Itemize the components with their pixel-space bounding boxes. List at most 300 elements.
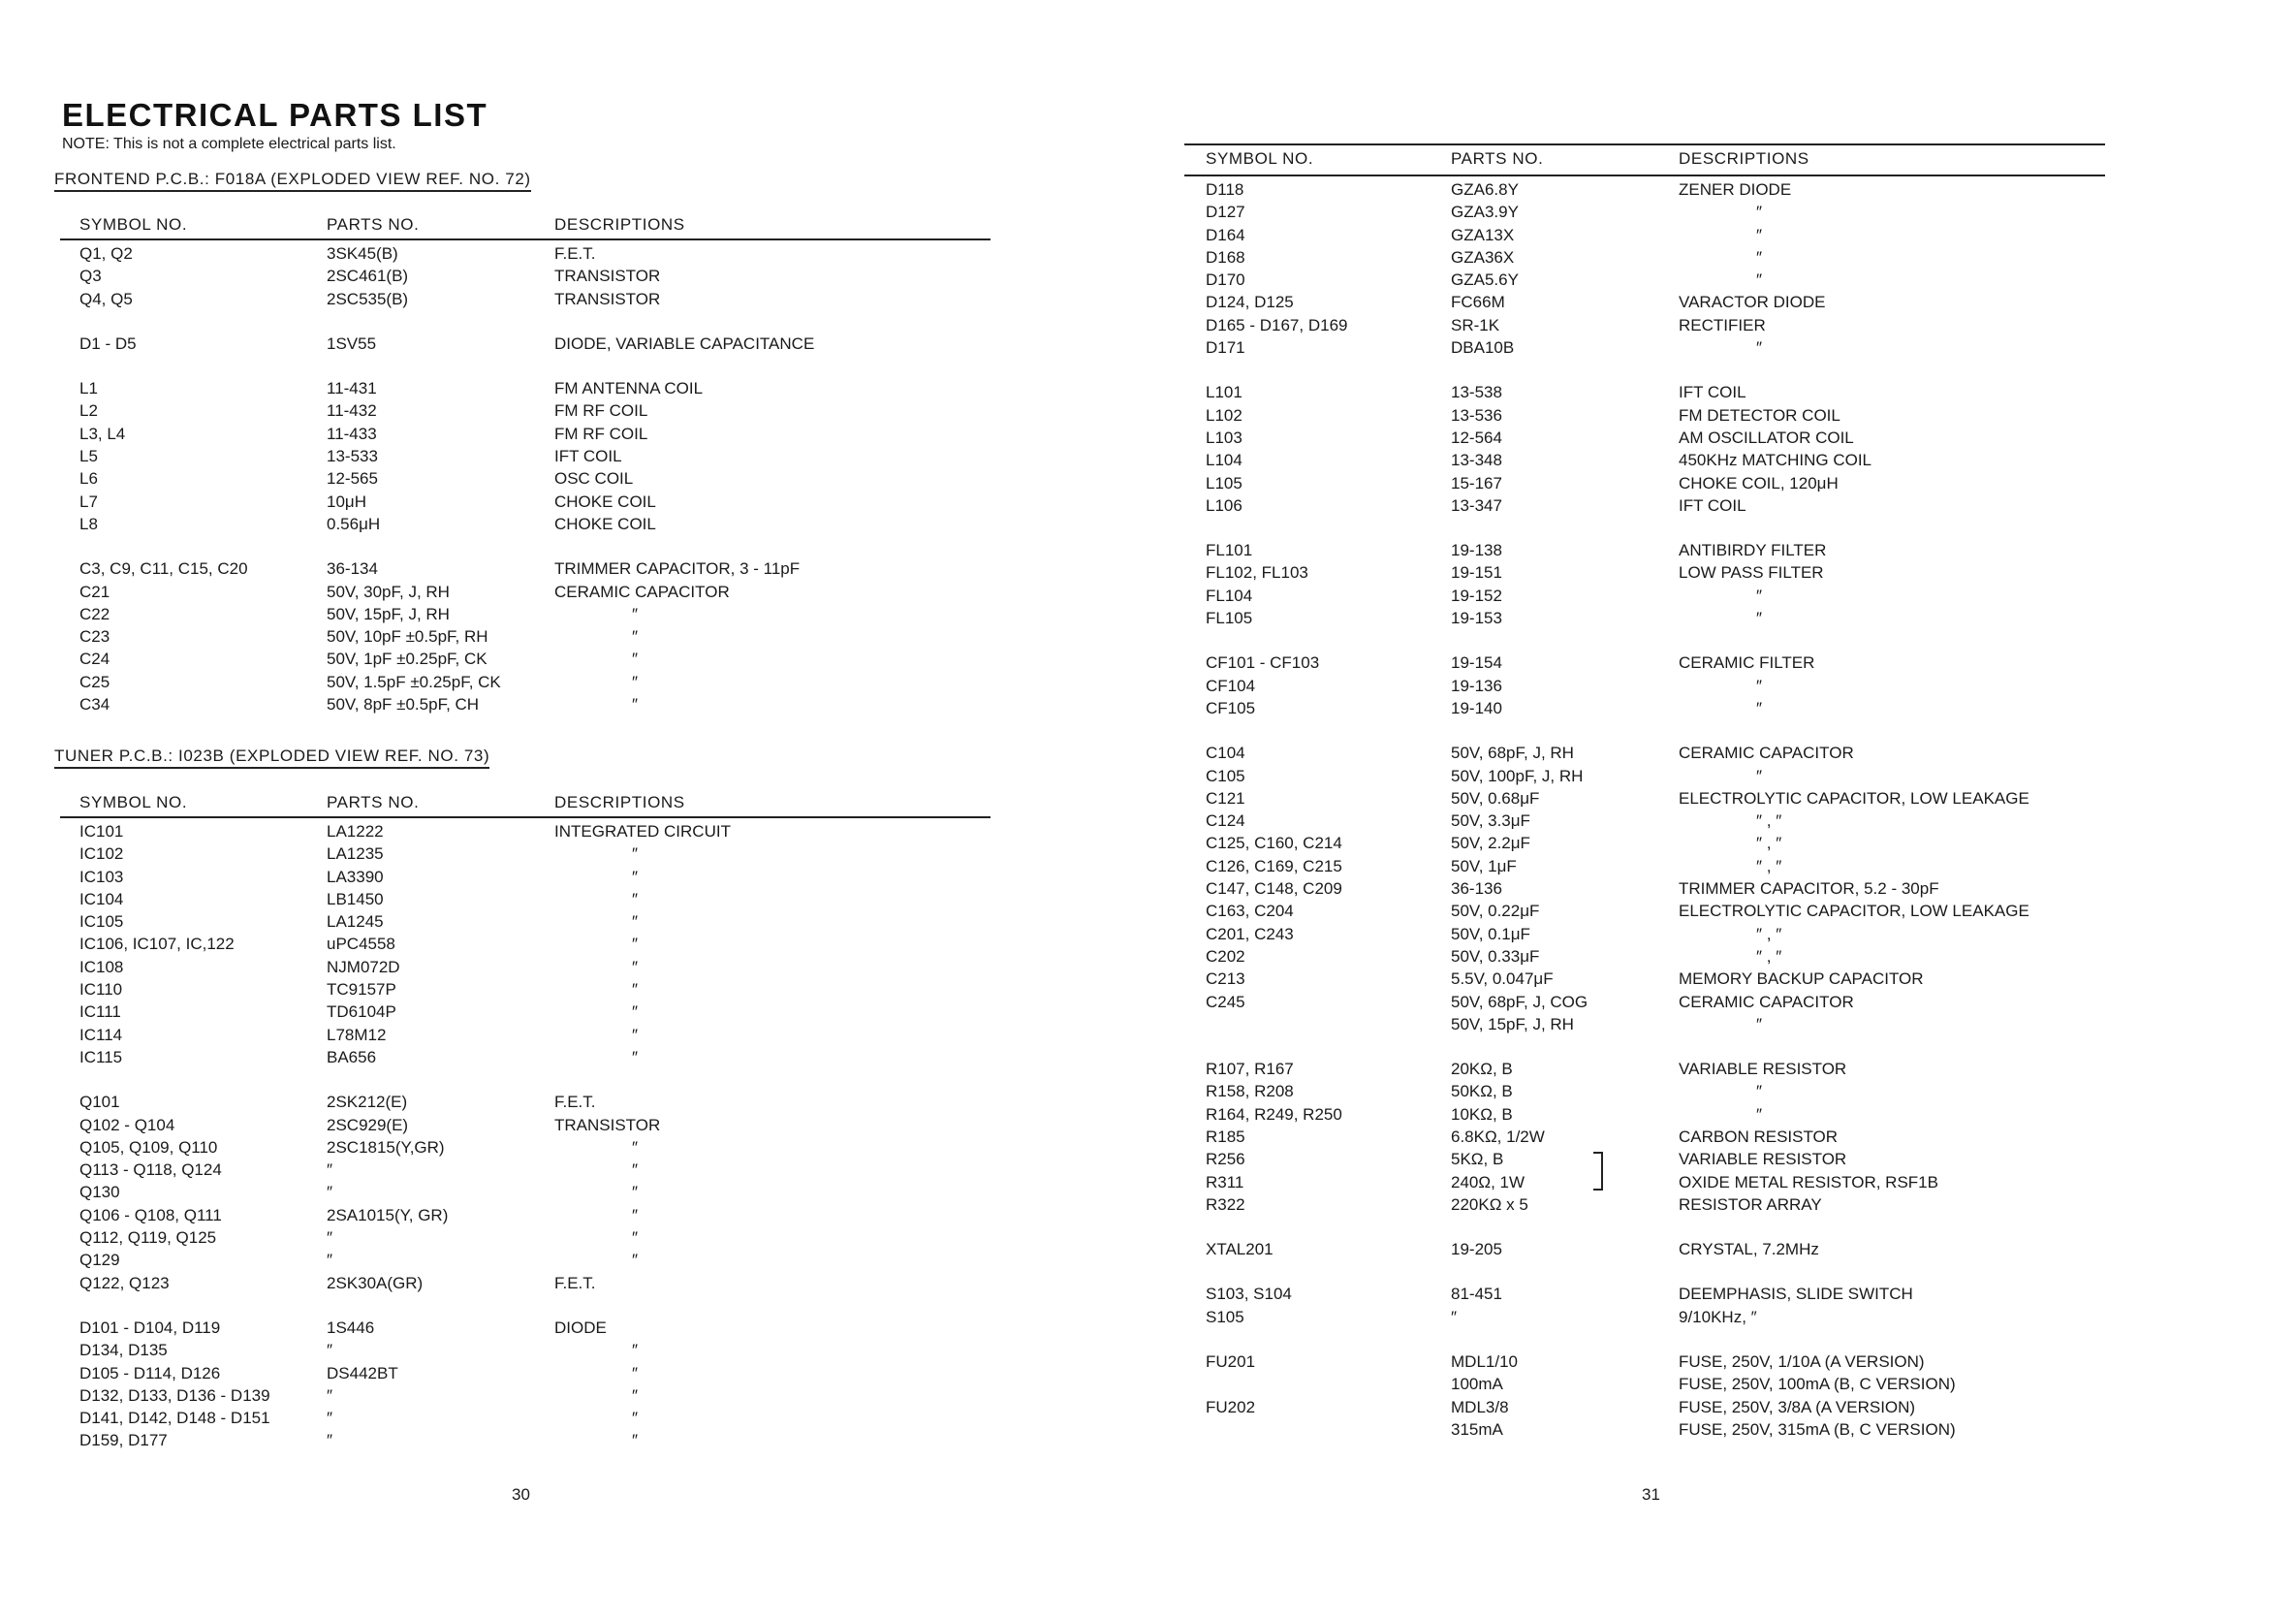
- table-row: [1184, 609, 2105, 631]
- symbol-cell: Q105, Q109, Q110: [79, 1137, 218, 1157]
- description-cell: ″ , ″: [1756, 834, 1782, 853]
- table-row: [60, 1138, 991, 1160]
- description-cell: F.E.T.: [554, 244, 596, 263]
- table-row: [60, 379, 991, 401]
- table-row: [1184, 226, 2105, 248]
- description-cell: ″: [632, 1228, 639, 1248]
- parts-cell: 2SK30A(GR): [327, 1273, 424, 1292]
- description-cell: ″: [632, 1205, 639, 1224]
- description-cell: ″: [632, 844, 639, 864]
- table-row: [60, 1183, 991, 1205]
- parts-cell: 10KΩ, B: [1451, 1104, 1513, 1124]
- table-row: [1184, 541, 2105, 563]
- parts-cell: ″: [327, 1160, 333, 1180]
- table-row: [1184, 1420, 2105, 1443]
- description-cell: FUSE, 250V, 3/8A (A VERSION): [1679, 1397, 1916, 1416]
- description-cell: 450KHz MATCHING COIL: [1679, 451, 1872, 470]
- description-cell: ″: [632, 1183, 639, 1202]
- table-row: [1184, 1150, 2105, 1172]
- description-cell: DIODE: [554, 1318, 607, 1337]
- symbol-cell: C201, C243: [1206, 924, 1294, 943]
- parts-cell: 3SK45(B): [327, 244, 398, 263]
- symbol-cell: Q113 - Q118, Q124: [79, 1160, 222, 1180]
- table-row: [1184, 270, 2105, 293]
- description-cell: ″: [1756, 1014, 1763, 1033]
- symbol-cell: Q101: [79, 1093, 120, 1112]
- description-cell: ″: [1756, 766, 1763, 785]
- parts-cell: DS442BT: [327, 1363, 398, 1382]
- symbol-cell: D132, D133, D136 - D139: [79, 1385, 270, 1405]
- description-cell: RECTIFIER: [1679, 315, 1766, 334]
- parts-cell: 19-140: [1451, 698, 1502, 717]
- symbol-cell: IC108: [79, 957, 124, 976]
- symbol-cell: XTAL201: [1206, 1240, 1274, 1259]
- description-cell: FUSE, 250V, 1/10A (A VERSION): [1679, 1352, 1925, 1372]
- header-parts: PARTS NO.: [327, 215, 420, 234]
- symbol-cell: R311: [1206, 1172, 1244, 1191]
- symbol-cell: FL101: [1206, 541, 1253, 560]
- description-cell: F.E.T.: [554, 1273, 596, 1292]
- description-cell: ″: [1756, 338, 1763, 358]
- description-cell: ″: [1756, 586, 1763, 605]
- description-cell: IFT COIL: [1679, 495, 1746, 515]
- parts-cell: GZA13X: [1451, 225, 1515, 244]
- table-row: [60, 1116, 991, 1138]
- symbol-cell: D124, D125: [1206, 293, 1294, 312]
- description-cell: ″: [632, 1025, 639, 1044]
- table-row: [60, 695, 991, 717]
- table-row: [60, 1409, 991, 1431]
- table-row: [60, 822, 991, 844]
- symbol-cell: C147, C148, C209: [1206, 879, 1342, 899]
- symbol-cell: C25: [79, 672, 110, 691]
- parts-cell: 13-538: [1451, 383, 1502, 402]
- symbol-cell: CF101 - CF103: [1206, 653, 1320, 673]
- description-cell: ELECTROLYTIC CAPACITOR, LOW LEAKAGE: [1679, 788, 2029, 808]
- header-symbol: SYMBOL NO.: [79, 215, 188, 234]
- parts-cell: uPC4558: [327, 935, 395, 954]
- table-row: [1184, 834, 2105, 856]
- parts-cell: 10μH: [327, 492, 366, 511]
- page-number: 31: [1642, 1485, 1660, 1504]
- symbol-cell: L101: [1206, 383, 1242, 402]
- symbol-cell: L105: [1206, 473, 1242, 492]
- parts-cell: 50V, 1pF ±0.25pF, CK: [327, 650, 488, 669]
- description-cell: ″: [1756, 609, 1763, 628]
- parts-cell: 50V, 10pF ±0.5pF, RH: [327, 627, 488, 647]
- table-row: [60, 958, 991, 980]
- symbol-cell: FL105: [1206, 609, 1253, 628]
- parts-cell: 13-536: [1451, 405, 1502, 425]
- table-header: [1184, 143, 2105, 176]
- table-row: [60, 650, 991, 672]
- description-cell: LOW PASS FILTER: [1679, 563, 1824, 583]
- table-row: [1184, 993, 2105, 1015]
- header-descriptions: DESCRIPTIONS: [554, 793, 685, 811]
- parts-cell: GZA36X: [1451, 247, 1515, 267]
- symbol-cell: C21: [79, 582, 110, 601]
- parts-cell: GZA3.9Y: [1451, 203, 1519, 222]
- parts-cell: 50V, 2.2μF: [1451, 834, 1530, 853]
- parts-cell: ″: [327, 1431, 333, 1450]
- table-row: [1184, 338, 2105, 361]
- parts-cell: 6.8KΩ, 1/2W: [1451, 1127, 1545, 1146]
- table-row: [60, 912, 991, 935]
- description-cell: CHOKE COIL, 120μH: [1679, 473, 1839, 492]
- parts-cell: 5.5V, 0.047μF: [1451, 969, 1554, 989]
- symbol-cell: C24: [79, 650, 110, 669]
- description-cell: ″: [632, 1137, 639, 1157]
- parts-cell: L78M12: [327, 1025, 387, 1044]
- table-row: [1184, 474, 2105, 496]
- table-row: [1184, 203, 2105, 225]
- table-row: [1184, 947, 2105, 969]
- symbol-cell: C3, C9, C11, C15, C20: [79, 559, 248, 579]
- table-row: [1184, 406, 2105, 429]
- tuner-parts-table: [60, 789, 991, 1454]
- parts-cell: 1SV55: [327, 334, 377, 353]
- table-row: [1184, 1398, 2105, 1420]
- description-cell: ″ , ″: [1756, 856, 1782, 875]
- parts-cell: 240Ω, 1W: [1451, 1172, 1525, 1191]
- symbol-cell: L7: [79, 492, 98, 511]
- description-cell: TRIMMER CAPACITOR, 5.2 - 30pF: [1679, 879, 1939, 899]
- symbol-cell: IC110: [79, 980, 123, 1000]
- right-page: [1148, 0, 2296, 1620]
- description-cell: VARIABLE RESISTOR: [1679, 1060, 1847, 1079]
- description-cell: ″: [1756, 1082, 1763, 1101]
- table-row: [1184, 180, 2105, 203]
- table-row: [60, 673, 991, 695]
- description-cell: ″: [632, 1251, 639, 1270]
- description-cell: CARBON RESISTOR: [1679, 1127, 1839, 1146]
- tuner-section-title: TUNER P.C.B.: I023B (EXPLODED VIEW REF. NO. 73): [54, 746, 489, 769]
- parts-cell: 36-134: [327, 559, 378, 579]
- parts-cell: GZA6.8Y: [1451, 180, 1519, 199]
- description-cell: CERAMIC CAPACITOR: [1679, 744, 1854, 763]
- parts-cell: 12-565: [327, 469, 378, 489]
- parts-cell: MDL1/10: [1451, 1352, 1518, 1372]
- description-cell: FM DETECTOR COIL: [1679, 405, 1840, 425]
- parts-cell: MDL3/8: [1451, 1397, 1509, 1416]
- symbol-cell: R185: [1206, 1127, 1245, 1146]
- symbol-cell: R256: [1206, 1150, 1245, 1169]
- description-cell: CRYSTAL, 7.2MHz: [1679, 1240, 1819, 1259]
- symbol-cell: D141, D142, D148 - D151: [79, 1409, 270, 1428]
- header-descriptions: DESCRIPTIONS: [1679, 149, 1809, 168]
- description-cell: RESISTOR ARRAY: [1679, 1194, 1822, 1214]
- table-row: [1184, 1128, 2105, 1150]
- symbol-cell: S103, S104: [1206, 1285, 1292, 1304]
- table-row: [60, 515, 991, 537]
- symbol-cell: R107, R167: [1206, 1060, 1294, 1079]
- table-row: [1184, 1082, 2105, 1104]
- description-cell: DEEMPHASIS, SLIDE SWITCH: [1679, 1285, 1913, 1304]
- symbol-cell: Q106 - Q108, Q111: [79, 1205, 222, 1224]
- parts-cell: 5KΩ, B: [1451, 1150, 1504, 1169]
- table-row: [1184, 496, 2105, 519]
- parts-cell: TC9157P: [327, 980, 396, 1000]
- table-row: [60, 447, 991, 469]
- header-symbol: SYMBOL NO.: [1206, 149, 1314, 168]
- symbol-cell: R164, R249, R250: [1206, 1104, 1342, 1124]
- description-cell: ″: [632, 912, 639, 932]
- table-row: [60, 1431, 991, 1453]
- symbol-cell: C104: [1206, 744, 1245, 763]
- parts-cell: 50V, 15pF, J, RH: [327, 604, 450, 623]
- symbol-cell: IC102: [79, 844, 124, 864]
- table-row: [1184, 925, 2105, 947]
- table-row: [60, 1228, 991, 1251]
- parts-cell: 2SC1815(Y,GR): [327, 1137, 445, 1157]
- symbol-cell: C213: [1206, 969, 1245, 989]
- description-cell: ″: [632, 627, 639, 647]
- parts-cell: 11-431: [327, 379, 377, 398]
- symbol-cell: L5: [79, 447, 98, 466]
- table-row: [60, 1002, 991, 1025]
- symbol-cell: IC111: [79, 1002, 121, 1022]
- symbol-cell: C105: [1206, 766, 1245, 785]
- parts-cell: 11-432: [327, 401, 377, 421]
- parts-cell: 19-136: [1451, 676, 1502, 695]
- parts-cell: 2SC535(B): [327, 289, 409, 308]
- description-cell: OXIDE METAL RESISTOR, RSF1B: [1679, 1172, 1938, 1191]
- symbol-cell: L8: [79, 514, 98, 533]
- table-row: [1184, 699, 2105, 721]
- symbol-cell: L104: [1206, 451, 1242, 470]
- description-cell: ELECTROLYTIC CAPACITOR, LOW LEAKAGE: [1679, 902, 2029, 921]
- description-cell: ″: [1756, 676, 1763, 695]
- table-row: [60, 1026, 991, 1048]
- description-cell: ″: [632, 935, 639, 954]
- symbol-cell: Q112, Q119, Q125: [79, 1228, 217, 1248]
- description-cell: CERAMIC FILTER: [1679, 653, 1815, 673]
- parts-cell: 50V, 0.33μF: [1451, 946, 1540, 966]
- table-row: [1184, 563, 2105, 586]
- description-cell: CHOKE COIL: [554, 492, 656, 511]
- parts-cell: 11-433: [327, 424, 377, 443]
- parts-cell: LA1245: [327, 912, 384, 932]
- symbol-cell: CF105: [1206, 698, 1256, 717]
- symbol-cell: D1 - D5: [79, 334, 137, 353]
- description-cell: ″: [632, 1385, 639, 1405]
- table-row: [60, 844, 991, 867]
- parts-cell: 220KΩ x 5: [1451, 1194, 1528, 1214]
- page-title: ELECTRICAL PARTS LIST: [62, 97, 488, 133]
- table-row: [1184, 857, 2105, 879]
- table-row: [60, 627, 991, 650]
- bracket-mark: [1593, 1152, 1603, 1191]
- symbol-cell: FU201: [1206, 1352, 1256, 1372]
- table-row: [1184, 767, 2105, 789]
- parts-cell: ″: [327, 1251, 333, 1270]
- table-row: [60, 492, 991, 515]
- table-row: [1184, 1195, 2105, 1218]
- parts-cell: 50V, 1μF: [1451, 856, 1517, 875]
- table-row: [60, 890, 991, 912]
- parts-cell: NJM072D: [327, 957, 400, 976]
- parts-cell: 15-167: [1451, 473, 1502, 492]
- parts-cell: ″: [327, 1385, 333, 1405]
- symbol-cell: D164: [1206, 225, 1245, 244]
- symbol-cell: Q122, Q123: [79, 1273, 170, 1292]
- parts-cell: 100mA: [1451, 1375, 1503, 1394]
- parts-cell: 13-347: [1451, 495, 1502, 515]
- parts-cell: 1S446: [327, 1318, 375, 1337]
- table-row: [60, 1341, 991, 1363]
- parts-cell: DBA10B: [1451, 338, 1515, 358]
- frontend-section-title: FRONTEND P.C.B.: F018A (EXPLODED VIEW REF. NO. 72): [54, 170, 531, 192]
- parts-cell: 2SA1015(Y, GR): [327, 1205, 449, 1224]
- symbol-cell: IC114: [79, 1025, 123, 1044]
- symbol-cell: L103: [1206, 428, 1242, 447]
- description-cell: ″: [632, 889, 639, 908]
- symbol-cell: D105 - D114, D126: [79, 1363, 221, 1382]
- description-cell: ″ , ″: [1756, 924, 1782, 943]
- table-row: [1184, 383, 2105, 405]
- symbol-cell: IC101: [79, 822, 124, 841]
- description-cell: OSC COIL: [554, 469, 634, 489]
- parts-cell: 2SC929(E): [327, 1115, 409, 1134]
- parts-cell: 50V, 8pF ±0.5pF, CH: [327, 695, 480, 715]
- description-cell: ″: [1756, 698, 1763, 717]
- parts-cell: 50V, 1.5pF ±0.25pF, CK: [327, 672, 501, 691]
- parts-cell: 19-151: [1451, 563, 1502, 583]
- parts-cell: 19-154: [1451, 653, 1502, 673]
- parts-cell: 315mA: [1451, 1419, 1503, 1439]
- symbol-cell: Q129: [79, 1251, 120, 1270]
- table-row: [1184, 879, 2105, 902]
- description-cell: ″: [632, 1002, 639, 1022]
- symbol-cell: S105: [1206, 1307, 1244, 1326]
- symbol-cell: D168: [1206, 247, 1245, 267]
- symbol-cell: Q1, Q2: [79, 244, 133, 263]
- parts-cell: 36-136: [1451, 879, 1502, 899]
- symbol-cell: C22: [79, 604, 110, 623]
- parts-cell: 50V, 30pF, J, RH: [327, 582, 450, 601]
- symbol-cell: C34: [79, 695, 110, 715]
- symbol-cell: IC104: [79, 889, 124, 908]
- symbol-cell: L6: [79, 469, 98, 489]
- table-row: [60, 868, 991, 890]
- parts-cell: 19-153: [1451, 609, 1502, 628]
- description-cell: DIODE, VARIABLE CAPACITANCE: [554, 334, 815, 353]
- description-cell: ANTIBIRDY FILTER: [1679, 541, 1827, 560]
- symbol-cell: IC106, IC107, IC,122: [79, 935, 235, 954]
- table-row: [60, 469, 991, 492]
- symbol-cell: C125, C160, C214: [1206, 834, 1342, 853]
- table-body: [60, 818, 991, 1454]
- continued-parts-table: [1184, 143, 2105, 1443]
- description-cell: ″: [632, 1363, 639, 1382]
- table-row: [60, 244, 991, 267]
- table-row: [1184, 429, 2105, 451]
- parts-cell: 12-564: [1451, 428, 1502, 447]
- symbol-cell: FL104: [1206, 586, 1253, 605]
- parts-cell: 50V, 100pF, J, RH: [1451, 766, 1584, 785]
- table-body: [1184, 176, 2105, 1443]
- table-row: [1184, 1308, 2105, 1330]
- description-cell: ″: [632, 1160, 639, 1180]
- symbol-cell: L106: [1206, 495, 1242, 515]
- description-cell: ″: [632, 604, 639, 623]
- symbol-cell: C163, C204: [1206, 902, 1294, 921]
- description-cell: ″: [632, 1341, 639, 1360]
- table-row: [1184, 677, 2105, 699]
- parts-cell: LA1222: [327, 822, 384, 841]
- parts-cell: TD6104P: [327, 1002, 396, 1022]
- symbol-cell: IC115: [79, 1047, 123, 1066]
- note-text: NOTE: This is not a complete electrical parts list.: [62, 136, 396, 152]
- parts-cell: 50V, 3.3μF: [1451, 811, 1530, 831]
- description-cell: ″ , ″: [1756, 946, 1782, 966]
- table-row: [1184, 1240, 2105, 1262]
- description-cell: CHOKE COIL: [554, 514, 656, 533]
- table-row: [60, 980, 991, 1002]
- parts-cell: 50V, 68pF, J, RH: [1451, 744, 1574, 763]
- table-row: [1184, 1173, 2105, 1195]
- description-cell: ″: [632, 1409, 639, 1428]
- description-cell: ″: [632, 650, 639, 669]
- symbol-cell: C126, C169, C215: [1206, 856, 1342, 875]
- symbol-cell: Q4, Q5: [79, 289, 133, 308]
- parts-cell: LA1235: [327, 844, 384, 864]
- description-cell: VARIABLE RESISTOR: [1679, 1150, 1847, 1169]
- description-cell: ″: [632, 1047, 639, 1066]
- parts-cell: 50V, 0.68μF: [1451, 788, 1540, 808]
- table-row: [60, 1160, 991, 1183]
- table-row: [60, 935, 991, 957]
- description-cell: AM OSCILLATOR COIL: [1679, 428, 1854, 447]
- description-cell: CERAMIC CAPACITOR: [1679, 992, 1854, 1011]
- symbol-cell: IC105: [79, 912, 124, 932]
- symbol-cell: Q130: [79, 1183, 120, 1202]
- table-row: [1184, 587, 2105, 609]
- table-row: [1184, 811, 2105, 834]
- symbol-cell: CF104: [1206, 676, 1256, 695]
- parts-cell: 2SK212(E): [327, 1093, 408, 1112]
- symbol-cell: C124: [1206, 811, 1245, 831]
- description-cell: ″: [1756, 247, 1763, 267]
- symbol-cell: D171: [1206, 338, 1245, 358]
- header-symbol: SYMBOL NO.: [79, 793, 188, 811]
- parts-cell: ″: [1451, 1307, 1458, 1326]
- description-cell: ″: [632, 980, 639, 1000]
- table-row: [60, 1386, 991, 1409]
- description-cell: 9/10KHz, ″: [1679, 1307, 1757, 1326]
- description-cell: TRIMMER CAPACITOR, 3 - 11pF: [554, 559, 801, 579]
- symbol-cell: L3, L4: [79, 424, 126, 443]
- table-row: [60, 1206, 991, 1228]
- description-cell: F.E.T.: [554, 1093, 596, 1112]
- description-cell: FM ANTENNA COIL: [554, 379, 704, 398]
- description-cell: ″: [1756, 270, 1763, 290]
- table-row: [60, 1093, 991, 1115]
- table-row: [60, 559, 991, 582]
- description-cell: FM RF COIL: [554, 424, 648, 443]
- symbol-cell: L1: [79, 379, 98, 398]
- page-number: 30: [512, 1485, 530, 1504]
- symbol-cell: D127: [1206, 203, 1245, 222]
- header-parts: PARTS NO.: [327, 793, 420, 811]
- parts-cell: LB1450: [327, 889, 384, 908]
- table-row: [1184, 902, 2105, 924]
- symbol-cell: IC103: [79, 867, 124, 886]
- table-row: [60, 334, 991, 357]
- symbol-cell: FU202: [1206, 1397, 1256, 1416]
- parts-cell: ″: [327, 1228, 333, 1248]
- parts-cell: 19-138: [1451, 541, 1502, 560]
